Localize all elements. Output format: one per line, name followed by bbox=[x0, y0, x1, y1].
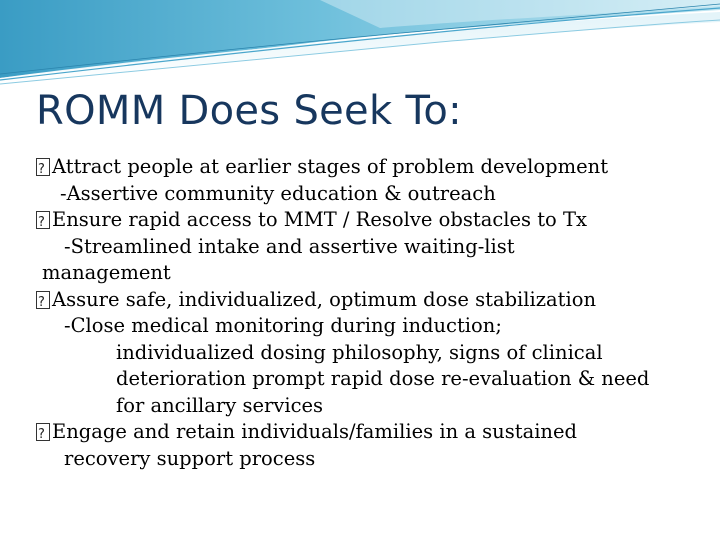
sub-line: -Streamlined intake and assertive waiting-list bbox=[64, 234, 515, 258]
bullet-line: ?Attract people at earlier stages of problem development bbox=[36, 154, 696, 181]
bullet-line: ?Assure safe, individualized, optimum dose stabilization bbox=[36, 287, 696, 314]
sub-line: -Close medical monitoring during induction; bbox=[64, 314, 502, 337]
slide-body bbox=[36, 154, 696, 472]
header-wave-decoration bbox=[0, 0, 720, 90]
bullet-placeholder-icon bbox=[36, 211, 50, 229]
bullet-placeholder-icon bbox=[36, 423, 50, 441]
wrap-line: management bbox=[42, 261, 171, 284]
sub-line: -Assertive community education & outreach bbox=[60, 181, 496, 205]
deep-line: deterioration prompt rapid dose re-evaluation & need bbox=[116, 367, 650, 390]
bullet-placeholder-icon bbox=[36, 158, 50, 176]
bullet-placeholder-icon bbox=[36, 291, 50, 309]
bullet-line: ?Ensure rapid access to MMT / Resolve obstacles to Tx bbox=[36, 207, 696, 234]
slide-title: ROMM Does Seek To: bbox=[36, 88, 462, 134]
cont-line: recovery support process bbox=[64, 446, 316, 470]
deep-line: for ancillary services bbox=[116, 393, 324, 417]
deep-line: individualized dosing philosophy, signs of clinical bbox=[116, 340, 603, 364]
bullet-line: ?Engage and retain individuals/families in a sustained bbox=[36, 419, 696, 446]
